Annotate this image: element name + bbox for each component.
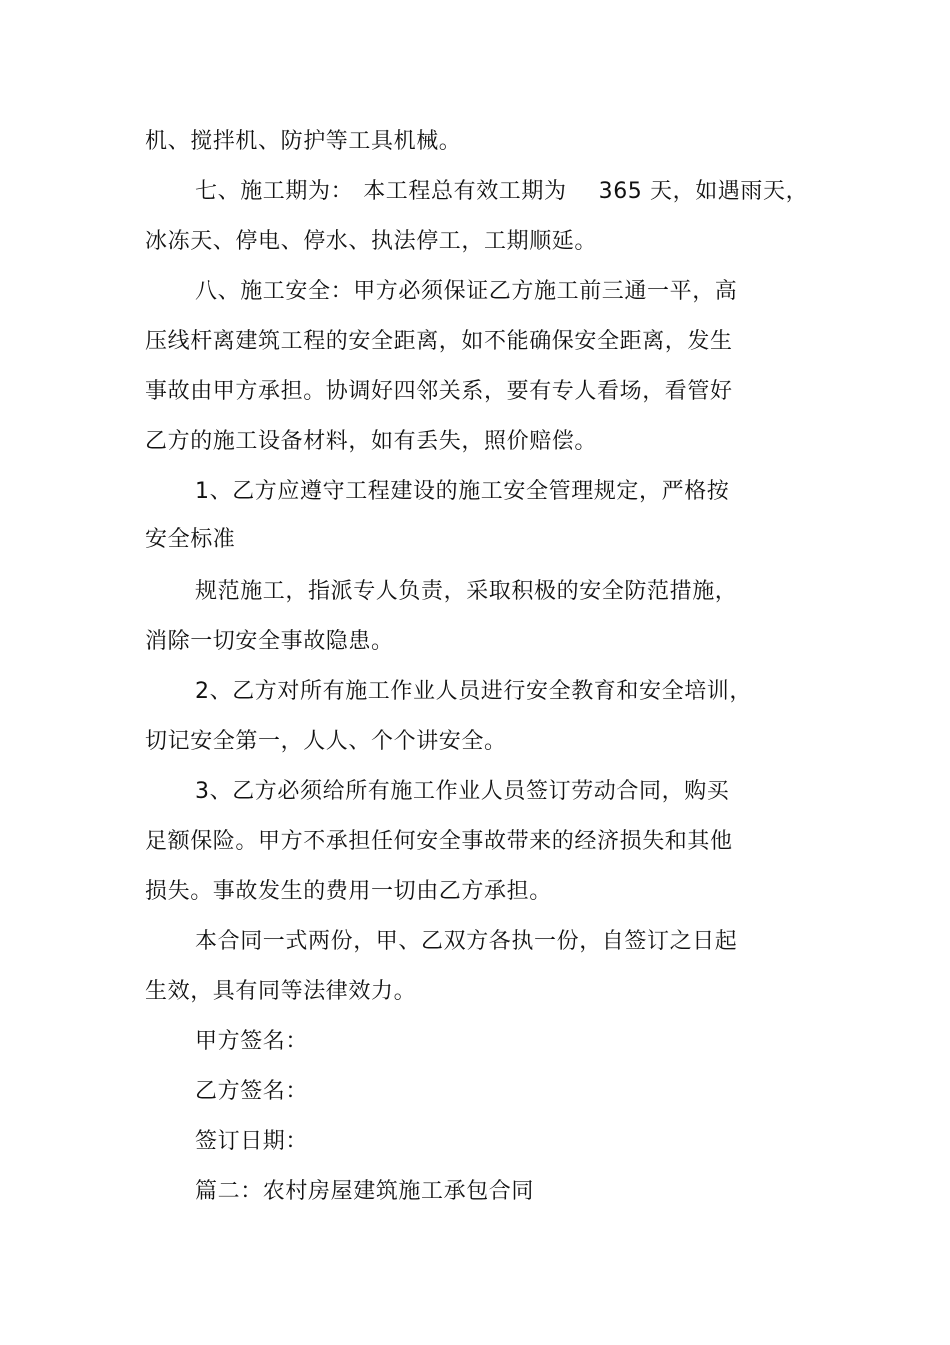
construction-period-days: 365 天，如遇雨天， bbox=[598, 179, 809, 204]
paragraph-line: 机、搅拌机、防护等工具机械。 bbox=[145, 129, 462, 154]
paragraph-line: 3、乙方必须给所有施工作业人员签订劳动合同，购买 bbox=[195, 779, 730, 804]
paragraph-line: 足额保险。甲方不承担任何安全事故带来的经济损失和其他 bbox=[145, 829, 733, 854]
paragraph-line: 切记安全第一，人人、个个讲安全。 bbox=[145, 729, 507, 754]
paragraph-line: 1、乙方应遵守工程建设的施工安全管理规定，严格按 bbox=[195, 479, 730, 504]
paragraph-line: 冰冻天、停电、停水、执法停工，工期顺延。 bbox=[145, 229, 598, 254]
paragraph-line: 损失。事故发生的费用一切由乙方承担。 bbox=[145, 879, 552, 904]
paragraph-line: 事故由甲方承担。协调好四邻关系，要有专人看场，看管好 bbox=[145, 379, 733, 404]
paragraph-line: 消除一切安全事故隐患。 bbox=[145, 629, 394, 654]
paragraph-line: 生效，具有同等法律效力。 bbox=[145, 979, 417, 1004]
party-b-signature-label: 乙方签名： bbox=[195, 1079, 309, 1104]
signing-date-label: 签订日期： bbox=[195, 1129, 309, 1154]
paragraph-line: 八、施工安全：甲方必须保证乙方施工前三通一平，高 bbox=[195, 279, 738, 304]
party-a-signature-label: 甲方签名： bbox=[195, 1029, 309, 1054]
paragraph-line: 乙方的施工设备材料，如有丢失，照价赔偿。 bbox=[145, 429, 598, 454]
paragraph-line: 本合同一式两份，甲、乙双方各执一份，自签订之日起 bbox=[195, 929, 738, 954]
paragraph-line: 2、乙方对所有施工作业人员进行安全教育和安全培训， bbox=[195, 679, 752, 704]
construction-period-line bbox=[195, 177, 808, 207]
section-heading: 篇二：农村房屋建筑施工承包合同 bbox=[195, 1179, 535, 1204]
paragraph-line: 压线杆离建筑工程的安全距离，如不能确保安全距离，发生 bbox=[145, 329, 733, 354]
construction-period-text: 本工程总有效工期为 bbox=[363, 179, 567, 204]
paragraph-line: 安全标准 bbox=[145, 527, 236, 552]
construction-period-heading: 七、施工期为： bbox=[195, 179, 354, 204]
paragraph-line: 规范施工，指派专人负责，采取积极的安全防范措施， bbox=[195, 579, 738, 604]
